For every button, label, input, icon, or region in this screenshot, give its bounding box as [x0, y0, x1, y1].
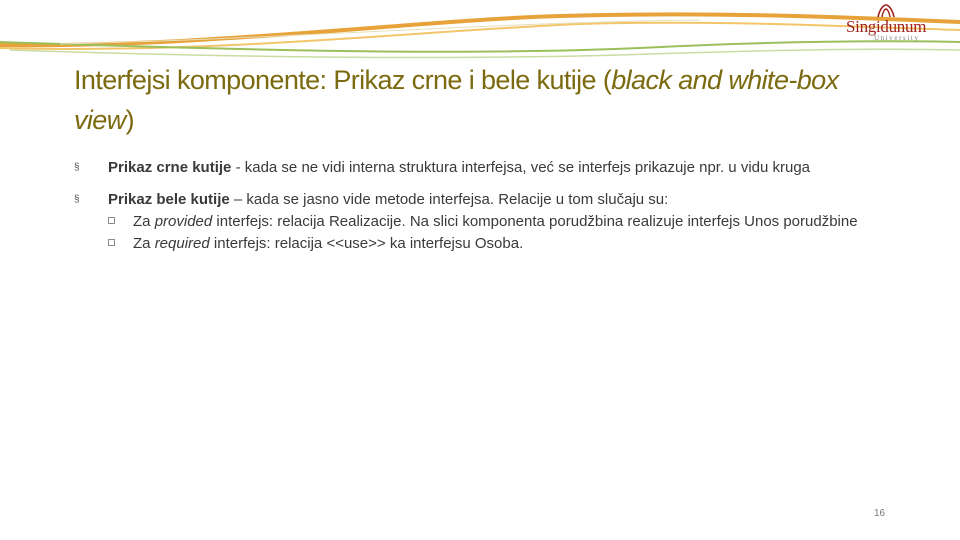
- bullet-heading: Prikaz crne kutije: [108, 159, 232, 176]
- logo-subtitle: University: [874, 34, 920, 42]
- bullet-icon: §: [74, 194, 80, 205]
- logo-crest-icon: [876, 4, 896, 18]
- sub-italic: required: [154, 235, 210, 252]
- square-bullet-icon: [108, 217, 115, 224]
- sub-italic: provided: [154, 213, 213, 230]
- square-bullet-icon: [108, 239, 115, 246]
- sub-prefix: Za: [133, 235, 155, 252]
- bullet-heading: Prikaz bele kutije: [108, 191, 230, 208]
- title-close: ): [125, 105, 135, 135]
- page-number: 16: [874, 508, 886, 519]
- sub-bullet-item: [108, 212, 894, 232]
- bullet-item: [74, 158, 894, 178]
- sub-prefix: Za: [133, 213, 155, 230]
- university-logo: [842, 4, 932, 42]
- bullet-text: – kada se jasno vide metode interfejsa. Relacije u tom slučaju su:: [229, 191, 669, 208]
- logo-name: Singidunum: [846, 17, 927, 36]
- slide-title: [74, 60, 874, 140]
- bullet-item: [74, 190, 894, 254]
- sub-bullet-item: [108, 234, 894, 254]
- slide-content: [74, 158, 894, 266]
- sub-text: interfejs: relacija Realizacije. Na slici komponenta porudžbina realizuje interfejs Unos porudžbine: [212, 213, 858, 230]
- sub-bullet-list: [108, 212, 894, 254]
- title-italic: black and white-box view: [74, 65, 839, 135]
- bullet-icon: §: [74, 162, 80, 173]
- sub-text: interfejs: relacija <<use>> ka interfejsu Osoba.: [209, 235, 524, 252]
- bullet-text: - kada se ne vidi interna struktura interfejsa, već se interfejs prikazuje npr. u vidu kruga: [231, 159, 811, 176]
- title-main: Interfejsi komponente: Prikaz crne i bele kutije (: [74, 65, 612, 95]
